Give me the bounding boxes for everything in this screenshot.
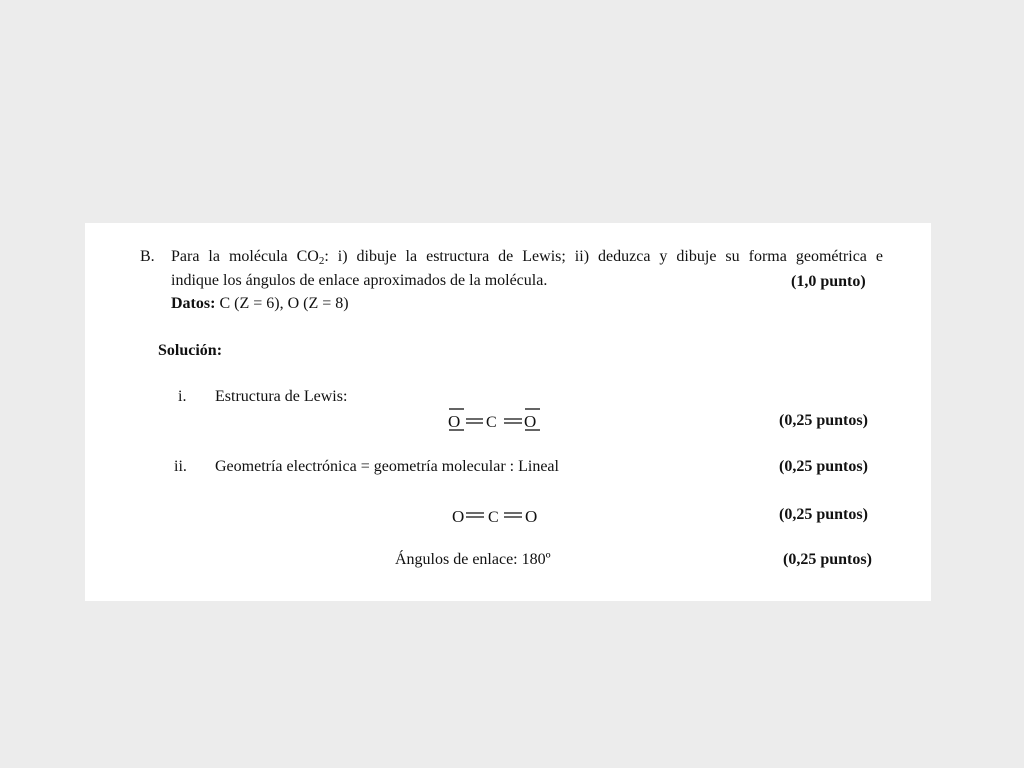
datos-label: Datos: — [171, 295, 216, 312]
question-points: (1,0 punto) — [791, 273, 866, 290]
lewis-atom-c: C — [486, 414, 497, 431]
lewis-atom-o-right: O — [524, 412, 537, 431]
angles-text: Ángulos de enlace: 180º — [395, 551, 551, 568]
datos-text: C (Z = 6), O (Z = 8) — [215, 295, 349, 312]
linear-atom-c: C — [488, 509, 499, 526]
angles-points: (0,25 puntos) — [783, 551, 872, 568]
question-line-1 — [171, 247, 883, 267]
linear-molecule — [451, 503, 547, 527]
part-ii-text: Geometría electrónica = geometría molecular : Lineal — [215, 458, 559, 475]
part-ii-numeral: ii. — [174, 458, 187, 475]
lewis-atom-o-left: O — [448, 412, 461, 431]
part-ii-points: (0,25 puntos) — [779, 458, 868, 475]
datos-line — [171, 294, 349, 314]
part-i-points: (0,25 puntos) — [779, 412, 868, 429]
part-i-numeral: i. — [178, 388, 187, 405]
linear-atom-o-right: O — [525, 507, 538, 526]
linear-atom-o-left: O — [452, 507, 465, 526]
lewis-structure — [447, 406, 551, 434]
question-line-1-start: Para la molécula CO — [171, 248, 319, 265]
document-page — [85, 223, 931, 601]
question-letter: B. — [140, 248, 155, 265]
part-i-label: Estructura de Lewis: — [215, 388, 348, 405]
co2-subscript: 2 — [318, 255, 325, 267]
linear-points: (0,25 puntos) — [779, 506, 868, 523]
question-line-1-end: : i) dibuje la estructura de Lewis; ii) deduzca y dibuje su forma geométrica e — [324, 248, 884, 265]
question-line-2: indique los ángulos de enlace aproximados de la molécula. — [171, 272, 548, 289]
solution-heading: Solución: — [158, 342, 223, 359]
